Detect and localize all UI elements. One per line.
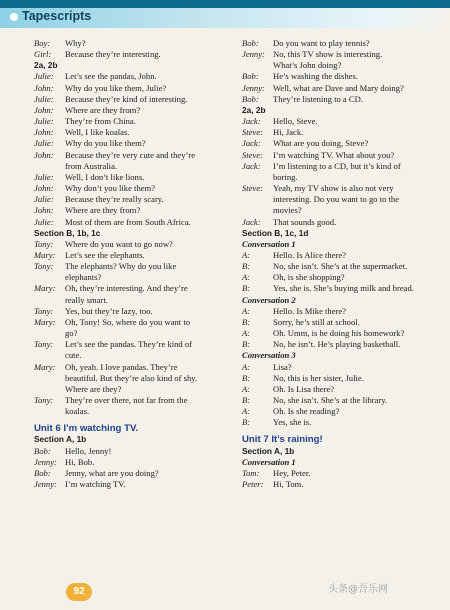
speaker-label: Julie: xyxy=(34,93,54,104)
dialogue-text: Why don’t you like them? xyxy=(65,183,156,194)
dialogue-text: They’re over there, not far from the xyxy=(65,395,188,405)
speaker-label: Julie: xyxy=(34,194,54,205)
speaker-label: John: xyxy=(34,127,54,138)
speaker-label: A: xyxy=(242,249,251,260)
dialogue-text: Hi, Tom. xyxy=(273,479,304,490)
dialogue-text: I’m listening to a CD, but it’s kind of xyxy=(273,160,401,171)
dialogue-text: Well, what are Dave and Mary doing? xyxy=(273,82,404,93)
speaker-label: Julie: xyxy=(34,171,54,182)
dialogue-text: No, she isn’t. She’s at the supermarket. xyxy=(273,261,408,272)
dialogue-line xyxy=(242,272,432,283)
section-heading: Section B, 1c, 1d xyxy=(242,227,309,238)
dialogue-continuation: boring. xyxy=(273,171,298,182)
dialogue-line xyxy=(242,183,432,194)
conversation-heading: Conversation 3 xyxy=(242,350,296,361)
dialogue-text: Lisa? xyxy=(273,361,292,372)
dialogue-line xyxy=(34,194,230,205)
speaker-label: Julie: xyxy=(34,71,54,82)
section-heading: Section B, 1b, 1c xyxy=(34,227,101,238)
dialogue-text: Because they’re really scary. xyxy=(65,194,164,205)
dialogue-text: Oh. Umm, is he doing his homework? xyxy=(273,328,405,339)
dialogue-continuation: Where are they? xyxy=(65,383,122,394)
speaker-label: Mary: xyxy=(34,361,56,372)
dialogue-line xyxy=(34,306,230,317)
dialogue-text: Why? xyxy=(65,38,86,48)
speaker-label: Jenny: xyxy=(34,479,57,490)
dialogue-continuation: koalas. xyxy=(65,406,90,417)
dialogue-text: No, she isn’t. She’s at the library. xyxy=(273,395,388,405)
dialogue-continuation: elephants? xyxy=(65,272,102,283)
dialogue-text: They’re listening to a CD. xyxy=(273,93,363,104)
dialogue-text: Oh, yeah. I love pandas. They’re xyxy=(65,361,178,372)
dialogue-text: Hi, Bob. xyxy=(65,456,95,467)
dialogue-text: Oh, they’re interesting. And they’re xyxy=(65,283,188,294)
dialogue-line xyxy=(34,105,230,116)
dialogue-text: Hello. Is Mike there? xyxy=(273,305,347,316)
dialogue-line xyxy=(242,339,432,350)
speaker-label: B: xyxy=(242,316,251,327)
dialogue-text: Oh, is she shopping? xyxy=(273,272,345,283)
speaker-label: Jack: xyxy=(242,138,261,149)
dialogue-line xyxy=(242,161,432,172)
section-heading: Section A, 1b xyxy=(34,434,87,445)
dialogue-continuation: cute. xyxy=(65,350,82,361)
speaker-label: Tony: xyxy=(34,305,54,316)
speaker-label: A: xyxy=(242,272,251,283)
unit-heading: Unit 7 It’s raining! xyxy=(242,434,323,446)
speaker-label: Mary: xyxy=(34,316,56,327)
speaker-label: John: xyxy=(34,104,54,115)
speaker-label: Steve: xyxy=(242,127,263,138)
dialogue-line xyxy=(242,417,432,428)
speaker-label: A: xyxy=(242,361,251,372)
dialogue-continuation: really smart. xyxy=(65,294,108,305)
speaker-label: Julie: xyxy=(34,116,54,127)
dialogue-line xyxy=(34,49,230,60)
page-number-badge: 92 xyxy=(66,583,92,601)
section-heading: 2a, 2b xyxy=(242,104,266,115)
dialogue-text: What are you doing, Steve? xyxy=(273,138,369,149)
dialogue-line xyxy=(34,283,230,294)
dialogue-line xyxy=(34,468,230,479)
dialogue-line xyxy=(242,150,432,161)
dialogue-line xyxy=(34,150,230,161)
speaker-label: Jack: xyxy=(242,160,261,171)
header-top-strip xyxy=(0,0,450,8)
dialogue-text: Because they’re very cute and they’re xyxy=(65,149,196,160)
speaker-label: Bob: xyxy=(242,71,259,82)
dialogue-text: Oh. Is Lisa there? xyxy=(273,383,335,394)
dialogue-line xyxy=(34,71,230,82)
speaker-label: Bob: xyxy=(34,445,51,456)
speaker-label: Tom: xyxy=(242,467,260,478)
speaker-label: Jack: xyxy=(242,116,261,127)
dialogue-line xyxy=(34,127,230,138)
dialogue-text: Oh, Tony! So, where do you want to xyxy=(65,316,191,327)
dialogue-line xyxy=(242,83,432,94)
dialogue-text: The elephants? Why do you like xyxy=(65,261,177,272)
speaker-label: Boy: xyxy=(34,38,51,48)
dialogue-text: I’m watching TV. xyxy=(65,479,126,490)
dialogue-line xyxy=(34,457,230,468)
dialogue-line xyxy=(34,83,230,94)
speaker-label: Steve: xyxy=(242,183,263,194)
conversation-heading: Conversation 1 xyxy=(242,456,296,467)
dialogue-text: Sorry, he’s still at school. xyxy=(273,316,360,327)
speaker-label: Jenny: xyxy=(34,456,57,467)
speaker-label: John: xyxy=(34,82,54,93)
speaker-label: Julie: xyxy=(34,216,54,227)
dialogue-text: Why do you like them, Julie? xyxy=(65,82,167,93)
dialogue-line xyxy=(242,250,432,261)
dialogue-text: I’m watching TV. What about you? xyxy=(273,149,395,160)
dialogue-line xyxy=(242,373,432,384)
dialogue-text: Do you want to play tennis? xyxy=(273,38,370,48)
dialogue-line xyxy=(34,250,230,261)
conversation-heading: Conversation 1 xyxy=(242,238,296,249)
dialogue-line xyxy=(242,49,432,60)
dialogue-line xyxy=(34,317,230,328)
dialogue-text: Yeah, my TV show is also not very xyxy=(273,183,394,194)
dialogue-line xyxy=(34,239,230,250)
dialogue-line xyxy=(242,406,432,417)
dialogue-line xyxy=(242,468,432,479)
bullet-icon xyxy=(10,13,18,21)
dialogue-line xyxy=(242,127,432,138)
dialogue-continuation: beautiful. But they’re also kind of shy. xyxy=(65,372,198,383)
speaker-label: John: xyxy=(34,183,54,194)
dialogue-text: Hello, Steve. xyxy=(273,116,318,127)
unit-heading: Unit 6 I’m watching TV. xyxy=(34,423,139,435)
dialogue-line xyxy=(34,217,230,228)
dialogue-text: They’re from China. xyxy=(65,116,136,127)
section-heading: 2a, 2b xyxy=(34,60,58,71)
speaker-label: A: xyxy=(242,328,251,339)
speaker-label: Tony: xyxy=(34,395,54,405)
dialogue-line xyxy=(242,138,432,149)
speaker-label: Girl: xyxy=(34,49,52,60)
dialogue-line xyxy=(34,38,230,49)
speaker-label: Tony: xyxy=(34,261,54,272)
speaker-label: Tony: xyxy=(34,238,54,249)
speaker-label: Jack: xyxy=(242,216,261,227)
dialogue-text: He’s washing the dishes. xyxy=(273,71,358,82)
speaker-label: B: xyxy=(242,339,251,350)
dialogue-continuation: interesting. Do you want to go to the xyxy=(273,194,400,205)
dialogue-text: Let’s see the pandas, John. xyxy=(65,71,157,82)
speaker-label: Bob: xyxy=(242,93,259,104)
dialogue-line xyxy=(242,94,432,105)
dialogue-text: Oh. Is she reading? xyxy=(273,406,340,417)
dialogue-text: Because they’re interesting. xyxy=(65,49,161,60)
dialogue-text: Hello, Jenny! xyxy=(65,445,112,456)
dialogue-continuation: movies? xyxy=(273,205,302,216)
dialogue-text: Hello. Is Alice there? xyxy=(273,249,347,260)
page-header xyxy=(0,0,450,40)
dialogue-line xyxy=(242,384,432,395)
left-column xyxy=(34,38,230,490)
dialogue-line xyxy=(242,217,432,228)
dialogue-continuation: from Australia. xyxy=(65,160,118,171)
dialogue-line xyxy=(34,479,230,490)
speaker-label: Tony: xyxy=(34,339,54,350)
dialogue-text: Well, I like koalas. xyxy=(65,127,130,138)
speaker-label: Mary: xyxy=(34,283,56,294)
dialogue-line xyxy=(34,339,230,350)
dialogue-text: Hey, Peter. xyxy=(273,467,311,478)
dialogue-line xyxy=(34,205,230,216)
section-heading: Section A, 1b xyxy=(242,445,295,456)
dialogue-line xyxy=(242,362,432,373)
dialogue-text: No, this is her sister, Julie. xyxy=(273,372,364,383)
dialogue-text: Most of them are from South Africa. xyxy=(65,216,191,227)
dialogue-text: Why do you like them? xyxy=(65,138,146,149)
dialogue-text: Where do you want to go now? xyxy=(65,238,173,249)
dialogue-line xyxy=(242,261,432,272)
dialogue-line xyxy=(34,116,230,127)
dialogue-text: Yes, but they’re lazy, too. xyxy=(65,305,153,316)
dialogue-line xyxy=(242,328,432,339)
dialogue-line xyxy=(242,395,432,406)
speaker-label: B: xyxy=(242,417,251,428)
dialogue-text: Well, I don’t like lions. xyxy=(65,171,145,182)
dialogue-text: That sounds good. xyxy=(273,216,337,227)
dialogue-text: Let’s see the pandas. They’re kind of xyxy=(65,339,193,350)
speaker-label: B: xyxy=(242,395,251,405)
speaker-label: B: xyxy=(242,372,251,383)
dialogue-line xyxy=(242,116,432,127)
right-column xyxy=(242,38,432,490)
page-title: Tapescripts xyxy=(22,9,92,23)
speaker-label: John: xyxy=(34,205,54,216)
dialogue-text: Let’s see the elephants. xyxy=(65,249,145,260)
watermark: 头条@吾乐网 xyxy=(328,584,388,595)
dialogue-text: Because they’re kind of interesting. xyxy=(65,93,188,104)
dialogue-text: Yes, she is. xyxy=(273,417,312,428)
dialogue-line xyxy=(34,395,230,406)
dialogue-text: No, this TV show is interesting. xyxy=(273,49,383,60)
dialogue-line xyxy=(34,183,230,194)
speaker-label: Bob: xyxy=(34,467,51,478)
dialogue-continuation: go? xyxy=(65,328,78,339)
dialogue-line xyxy=(242,306,432,317)
dialogue-line xyxy=(242,479,432,490)
speaker-label: Steve: xyxy=(242,149,263,160)
speaker-label: B: xyxy=(242,261,251,272)
speaker-label: Mary: xyxy=(34,249,56,260)
speaker-label: Jenny: xyxy=(242,49,265,60)
speaker-label: A: xyxy=(242,383,251,394)
dialogue-text: No, he isn’t. He’s playing basketball. xyxy=(273,339,401,350)
dialogue-line xyxy=(34,94,230,105)
dialogue-line xyxy=(34,362,230,373)
speaker-label: A: xyxy=(242,406,251,417)
dialogue-line xyxy=(242,283,432,294)
speaker-label: Bob: xyxy=(242,38,259,48)
dialogue-line xyxy=(34,446,230,457)
speaker-label: B: xyxy=(242,283,251,294)
dialogue-line xyxy=(34,138,230,149)
dialogue-line xyxy=(34,261,230,272)
speaker-label: John: xyxy=(34,149,54,160)
dialogue-text: Yes, she is. She’s buying milk and bread. xyxy=(273,283,414,294)
speaker-label: Peter: xyxy=(242,479,264,490)
dialogue-text: Where are they from? xyxy=(65,205,141,216)
dialogue-line xyxy=(242,317,432,328)
dialogue-text: Where are they from? xyxy=(65,104,141,115)
conversation-heading: Conversation 2 xyxy=(242,294,296,305)
dialogue-text: Jenny, what are you doing? xyxy=(65,467,159,478)
dialogue-line xyxy=(242,71,432,82)
dialogue-text: Hi, Jack. xyxy=(273,127,304,138)
dialogue-continuation: What’s John doing? xyxy=(273,60,342,71)
speaker-label: A: xyxy=(242,305,251,316)
dialogue-line xyxy=(242,38,432,49)
speaker-label: Jenny: xyxy=(242,82,265,93)
dialogue-line xyxy=(34,172,230,183)
speaker-label: Julie: xyxy=(34,138,54,149)
